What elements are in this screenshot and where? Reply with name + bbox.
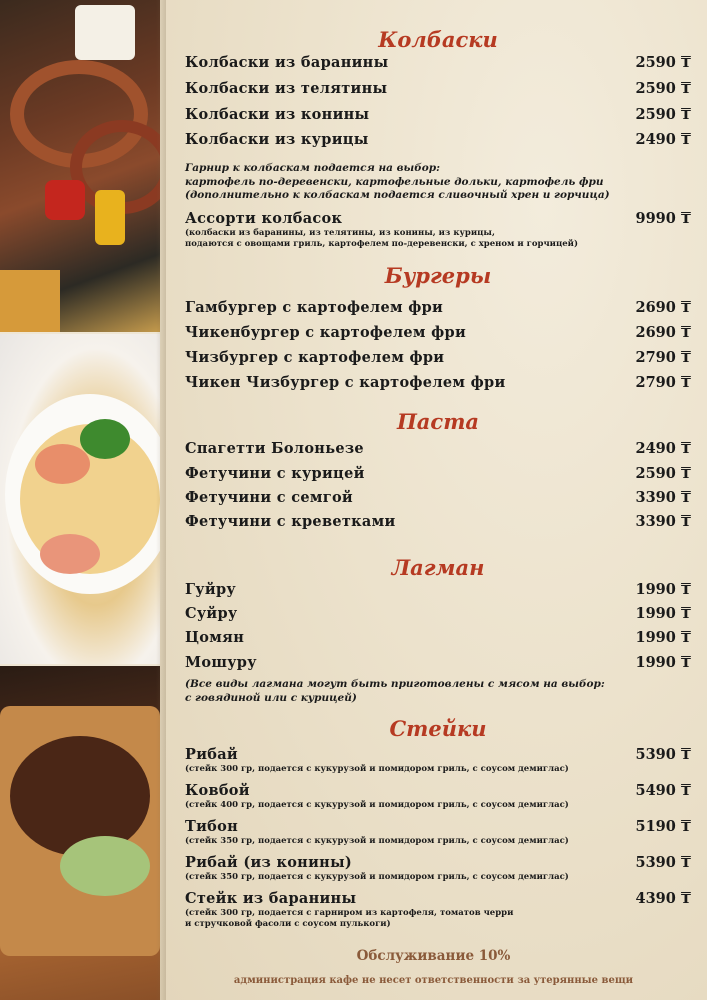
list-item — [185, 818, 691, 838]
list-item — [185, 299, 691, 319]
list-item — [185, 581, 691, 601]
item-name: Стейк из баранины — [185, 890, 357, 907]
list-item — [185, 54, 691, 74]
list-item — [185, 654, 691, 674]
photo-column — [0, 0, 160, 1000]
item-price: 2490 ₸ — [635, 440, 691, 457]
sausages-photo — [0, 0, 160, 332]
section-title-lagman: Лагман — [391, 555, 485, 580]
list-item — [185, 80, 691, 100]
item-price: 4390 ₸ — [635, 890, 691, 907]
disclaimer: администрация кафе не несет ответственности за утерянные вещи — [233, 975, 634, 986]
list-item — [185, 131, 691, 151]
list-item — [185, 890, 691, 910]
list-item — [185, 440, 691, 460]
item-price: 1990 ₸ — [635, 654, 691, 671]
item-name: Рибай — [185, 746, 238, 763]
steak-photo — [0, 666, 160, 1000]
item-price: 1990 ₸ — [635, 581, 691, 598]
item-name: Рибай (из конины) — [185, 854, 353, 871]
list-item — [185, 854, 691, 874]
list-item — [185, 374, 691, 394]
item-price: 2590 ₸ — [635, 54, 691, 71]
item-name: Чикен Чизбургер с картофелем фри — [185, 374, 506, 391]
item-price: 2590 ₸ — [635, 465, 691, 482]
item-name: Тибон — [185, 818, 239, 835]
item-name: Фетучини с семгой — [185, 489, 353, 506]
item-price: 5390 ₸ — [635, 746, 691, 763]
item-name: Чикенбургер с картофелем фри — [185, 324, 466, 341]
item-description: (стейк 350 гр, подается с кукурузой и помидором гриль, с соусом демиглас) — [185, 836, 569, 846]
item-description: (стейк 350 гр, подается с кукурузой и помидором гриль, с соусом демиглас) — [185, 872, 569, 882]
item-name: Спагетти Болоньезе — [185, 440, 364, 457]
list-item — [185, 324, 691, 344]
item-description: (стейк 300 гр, подается с гарниром из картофеля, томатов черри и стручковой фасоли с соусом пулькоги) — [185, 908, 514, 929]
item-price: 2490 ₸ — [635, 131, 691, 148]
item-name: Ковбой — [185, 782, 250, 799]
section-title-kolbaski: Колбаски — [378, 27, 498, 52]
item-name: Суйру — [185, 605, 238, 622]
item-name: Ассорти колбасок — [185, 210, 343, 227]
list-item — [185, 489, 691, 509]
list-item — [185, 513, 691, 533]
item-name: Колбаски из телятины — [185, 80, 388, 97]
item-price: 3390 ₸ — [635, 489, 691, 506]
item-price: 2790 ₸ — [635, 349, 691, 366]
list-item — [185, 349, 691, 369]
list-item — [185, 106, 691, 126]
item-price: 5490 ₸ — [635, 782, 691, 799]
item-name: Колбаски из баранины — [185, 54, 389, 71]
item-name: Колбаски из конины — [185, 106, 370, 123]
item-description: (стейк 400 гр, подается с кукурузой и помидором гриль, с соусом демиглас) — [185, 800, 569, 810]
service-charge: Обслуживание 10% — [356, 948, 511, 964]
list-item — [185, 465, 691, 485]
item-price: 2590 ₸ — [635, 80, 691, 97]
section-title-burgers: Бургеры — [384, 263, 492, 288]
lagman-note: (Все виды лагмана могут быть приготовлены с мясом на выбор: с говядиной или с курицей) — [185, 678, 605, 704]
item-price: 9990 ₸ — [635, 210, 691, 227]
item-price: 2590 ₸ — [635, 106, 691, 123]
item-description: (колбаски из баранины, из телятины, из конины, из курицы, подаются с овощами гриль, картофелем по-деревенски, с хреном и горчицей) — [185, 228, 579, 249]
list-item — [185, 746, 691, 766]
item-price: 2690 ₸ — [635, 324, 691, 341]
item-name: Гуйру — [185, 581, 236, 598]
item-name: Цомян — [185, 629, 245, 646]
item-name: Мошуру — [185, 654, 257, 671]
item-description: (стейк 300 гр, подается с кукурузой и помидором гриль, с соусом демиглас) — [185, 764, 569, 774]
item-price: 2790 ₸ — [635, 374, 691, 391]
section-title-steaks: Стейки — [389, 716, 487, 741]
list-item — [185, 605, 691, 625]
list-item — [185, 782, 691, 802]
list-item — [185, 629, 691, 649]
item-name: Чизбургер с картофелем фри — [185, 349, 445, 366]
item-price: 1990 ₸ — [635, 605, 691, 622]
item-price: 5190 ₸ — [635, 818, 691, 835]
section-title-pasta: Паста — [396, 409, 480, 434]
item-name: Колбаски из курицы — [185, 131, 369, 148]
item-name: Гамбургер с картофелем фри — [185, 299, 444, 316]
item-name: Фетучини с курицей — [185, 465, 365, 482]
item-price: 1990 ₸ — [635, 629, 691, 646]
garnish-note: Гарнир к колбаскам подается на выбор: картофель по-деревенски, картофельные дольки, картофель фри (дополнительно к колбаскам подается сливочный хрен и горчица) — [185, 162, 610, 201]
item-price: 5390 ₸ — [635, 854, 691, 871]
item-name: Фетучини с креветками — [185, 513, 396, 530]
item-price: 2690 ₸ — [635, 299, 691, 316]
list-item — [185, 210, 691, 230]
item-price: 3390 ₸ — [635, 513, 691, 530]
pasta-photo — [0, 334, 160, 664]
